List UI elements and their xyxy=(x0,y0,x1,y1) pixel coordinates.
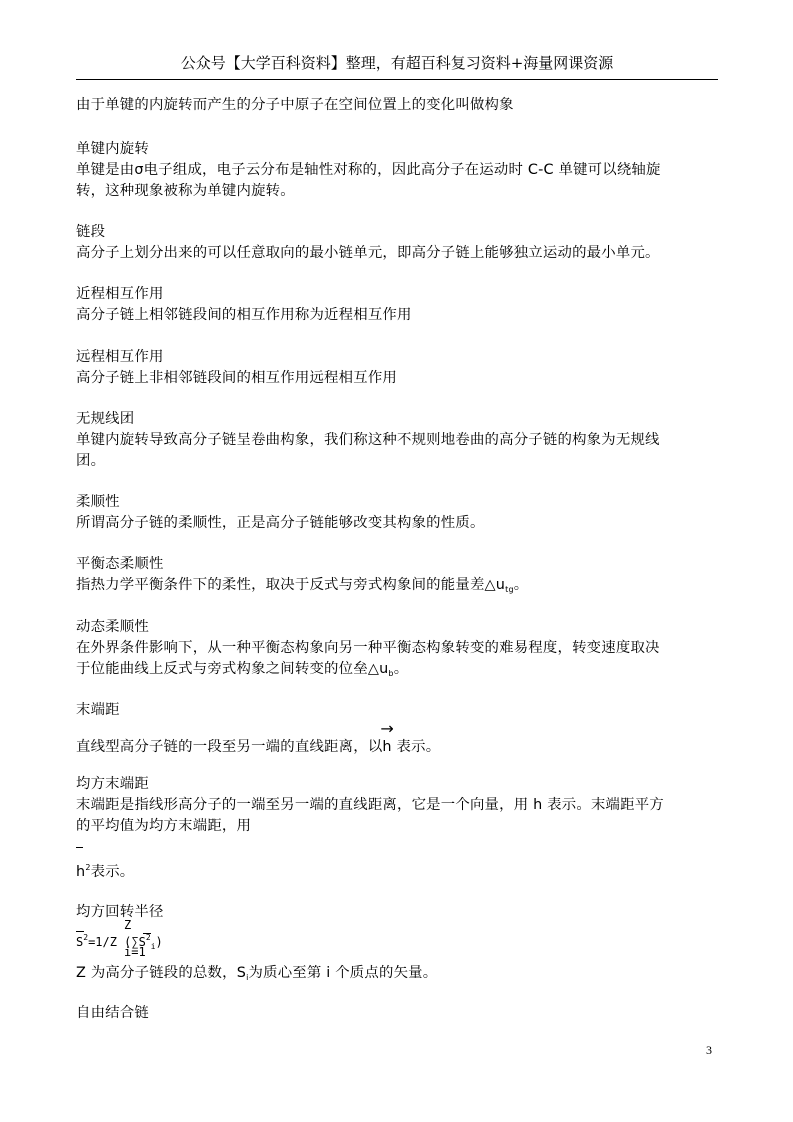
static-flex-title: 平衡态柔顺性 xyxy=(76,556,164,572)
internal-rotation-title: 单键内旋转 xyxy=(76,141,149,157)
page-number: 3 xyxy=(706,1043,712,1057)
short-range-line1: 高分子链上相邻链段间的相互作用称为近程相互作用 xyxy=(76,307,412,323)
segment-line1: 高分子上划分出来的可以任意取向的最小链单元，即高分子链上能够独立运动的最小单元。 xyxy=(76,245,660,261)
header-divider xyxy=(76,79,718,80)
intro-text: 由于单键的内旋转而产生的分子中原子在空间位置上的变化叫做构象 xyxy=(76,97,514,113)
segment-title: 链段 xyxy=(76,224,106,240)
internal-rotation-line2: 转，这种现象被称为单键内旋转。 xyxy=(76,183,295,199)
sum-upper-limit: Z xyxy=(124,918,132,932)
dynamic-flex-title: 动态柔顺性 xyxy=(76,619,149,635)
overbar-h2 xyxy=(76,847,83,848)
page-header: 公众号【大学百科资料】整理，有超百科复习资料+海量网课资源 xyxy=(180,54,614,72)
flexibility-line1: 所谓高分子链的柔顺性，正是高分子链能够改变其构象的性质。 xyxy=(76,515,485,531)
mean-square-line1: 末端距是指线形高分子的一端至另一端的直线距离，它是一个向量，用 h 表示。末端距平方 xyxy=(76,797,664,813)
long-range-title: 远程相互作用 xyxy=(76,349,164,365)
end-distance-title: 末端距 xyxy=(76,702,120,718)
random-coil-line2: 团。 xyxy=(76,453,106,469)
gyration-title: 均方回转半径 xyxy=(76,904,164,920)
overbar-si2 xyxy=(143,933,151,934)
freely-jointed-title: 自由结合链 xyxy=(76,1005,149,1021)
dynamic-flex-line1: 在外界条件影响下，从一种平衡态构象向另一种平衡态构象转变的难易程度，转变速度取决 xyxy=(76,640,660,656)
mean-square-symbol: $h^2$表示。 xyxy=(76,863,135,880)
mean-square-line2: 的平均值为均方末端距，用 xyxy=(76,818,252,834)
mean-square-title: 均方末端距 xyxy=(76,776,149,792)
random-coil-title: 无规线团 xyxy=(76,411,135,427)
static-flex-line1: 指热力学平衡条件下的柔性，取决于反式与旁式构象间的能量差$\triangle u_{tg}$。 xyxy=(76,577,529,594)
short-range-title: 近程相互作用 xyxy=(76,286,164,302)
internal-rotation-line1: 单键是由σ电子组成，电子云分布是轴性对称的，因此高分子在运动时 C-C 单键可以绕轴旋 xyxy=(76,162,661,178)
gyration-formula: $S^2=1/Z$ $(\sum S^2_i)$ xyxy=(76,933,163,951)
random-coil-line1: 单键内旋转导致高分子链呈卷曲构象，我们称这种不规则地卷曲的高分子链的构象为无规线 xyxy=(76,432,660,448)
vector-arrow-icon: → xyxy=(380,719,395,738)
flexibility-title: 柔顺性 xyxy=(76,494,120,510)
long-range-line1: 高分子链上非相邻链段间的相互作用远程相互作用 xyxy=(76,370,397,386)
vector-h: → h xyxy=(380,719,395,755)
end-distance-line1: 直线型高分子链的一段至另一端的直线距离，以 → h 表示。 xyxy=(76,719,441,755)
sum-lower-limit: i=1 xyxy=(124,945,146,959)
gyration-desc: Z 为高分子链段的总数，$S_i$为质心至第 i 个质点的矢量。 xyxy=(76,965,438,982)
dynamic-flex-line2: 于位能曲线上反式与旁式构象之间转变的位垒$\triangle u_b$。 xyxy=(76,661,409,678)
